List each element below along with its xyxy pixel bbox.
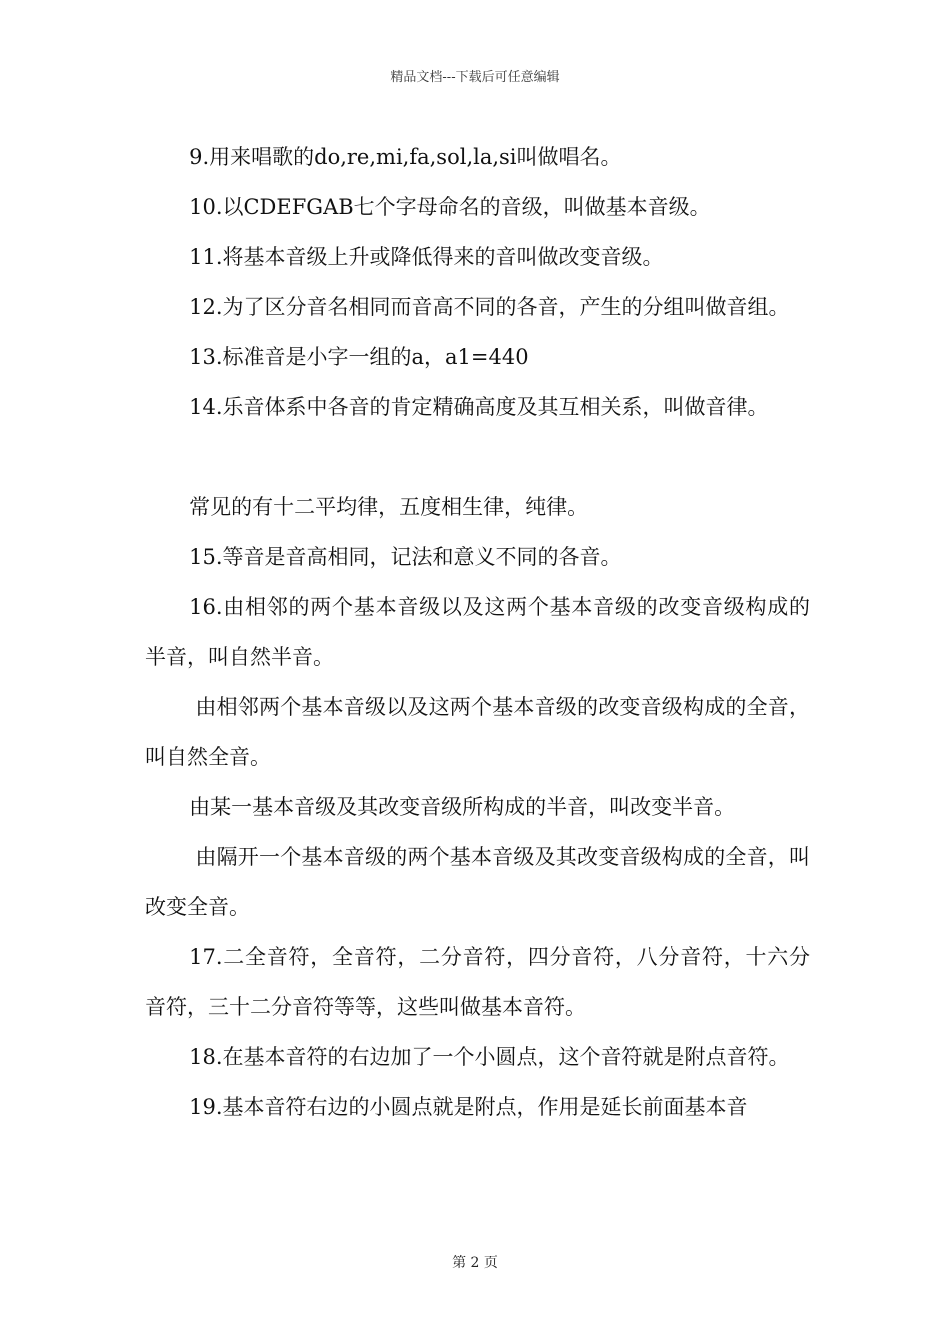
document-body [145, 132, 810, 1132]
paragraph-altered-whole-tone: 由隔开一个基本音级的两个基本音级及其改变音级构成的全音，叫改变全音。 [145, 845, 810, 919]
paragraph-17: 17.二全音符，全音符，二分音符，四分音符，八分音符，十六分音符，三十二分音符等等，这些叫做基本音符。 [145, 945, 810, 1019]
paragraph-18: 18.在基本音符的右边加了一个小圆点，这个音符就是附点音符。 [189, 1045, 790, 1069]
paragraph-natural-whole-tone: 由相邻两个基本音级以及这两个基本音级的改变音级构成的全音，叫自然全音。 [145, 695, 810, 769]
paragraph-12: 12.为了区分音名相同而音高不同的各音，产生的分组叫做音组。 [189, 295, 790, 319]
paragraph-19: 19.基本音符右边的小圆点就是附点，作用是延长前面基本音 [189, 1095, 748, 1119]
page-number: 第 2 页 [452, 1255, 498, 1271]
paragraph-14: 14.乐音体系中各音的肯定精确高度及其互相关系，叫做音律。 [189, 395, 769, 419]
paragraph-16: 16.由相邻的两个基本音级以及这两个基本音级的改变音级构成的半音，叫自然半音。 [145, 595, 810, 669]
paragraph-9: 9.用来唱歌的do,re,mi,fa,sol,la,si叫做唱名。 [189, 145, 622, 169]
paragraph-13: 13.标准音是小字一组的a，a1=440 [189, 345, 529, 369]
paragraph-15: 15.等音是音高相同，记法和意义不同的各音。 [189, 545, 622, 569]
page-header: 精品文档---下载后可任意编辑 [390, 70, 560, 85]
paragraph-11: 11.将基本音级上升或降低得来的音叫做改变音级。 [189, 245, 664, 269]
paragraph-temperament-types: 常见的有十二平均律，五度相生律，纯律。 [189, 495, 589, 519]
paragraph-altered-semitone: 由某一基本音级及其改变音级所构成的半音，叫改变半音。 [189, 795, 736, 819]
paragraph-10: 10.以CDEFGAB七个字母命名的音级，叫做基本音级。 [189, 195, 711, 219]
